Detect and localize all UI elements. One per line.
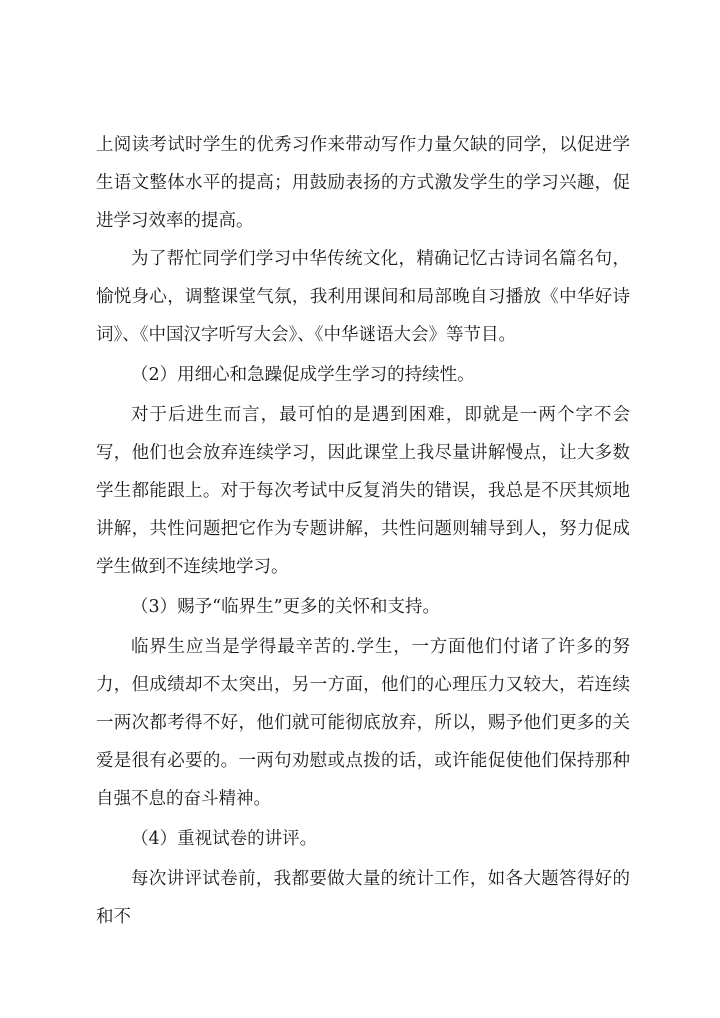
section-heading-4: （4）重视试卷的讲评。 [131, 829, 318, 849]
paragraph-struggling-students: 对于后进生而言，最可怕的是遇到困难，即就是一两个字不会写，他们也会放弃连续学习，因此课堂上我尽量讲解慢点，让大多数学生都能跟上。对于每次考试中反复消失的错误，我总是不厌其烦地讲解，共性问题把它作为专题讲解，共性问题则辅导到人，努力促成学生做到不连续地学习。 [96, 405, 630, 577]
paragraph-traditional-culture: 为了帮忙同学们学习中华传统文化，精确记忆古诗词名篇名句，愉悦身心，调整课堂气氛，我利用课间和局部晚自习播放《中华好诗词》、《中国汉字听写大会》、《中华谜语大会》等节目。 [96, 249, 630, 345]
section-heading-2: （2）用细心和急躁促成学生学习的持续性。 [131, 365, 475, 385]
paragraph-borderline-students: 临界生应当是学得最辛苦的.学生，一方面他们付诸了许多的努力，但成绩却不太突出，另一方面，他们的心理压力又较大，若连续一两次都考得不好，他们就可能彻底放弃，所以，赐予他们更多的关爱是很有必要的。一两句劝慰或点拨的话，或许能促使他们保持那种自强不息的奋斗精神。 [96, 637, 630, 809]
document-body [96, 126, 630, 936]
paragraph-continuation: 上阅读考试时学生的优秀习作来带动写作力量欠缺的同学，以促进学生语文整体水平的提高；用鼓励表扬的方式激发学生的学习兴趣，促进学习效率的提高。 [96, 135, 630, 231]
section-heading-3: （3）赐予“临界生”更多的关怀和支持。 [131, 597, 441, 617]
paragraph-exam-review: 每次讲评试卷前，我都要做大量的统计工作，如各大题答得好的和不 [96, 869, 630, 927]
